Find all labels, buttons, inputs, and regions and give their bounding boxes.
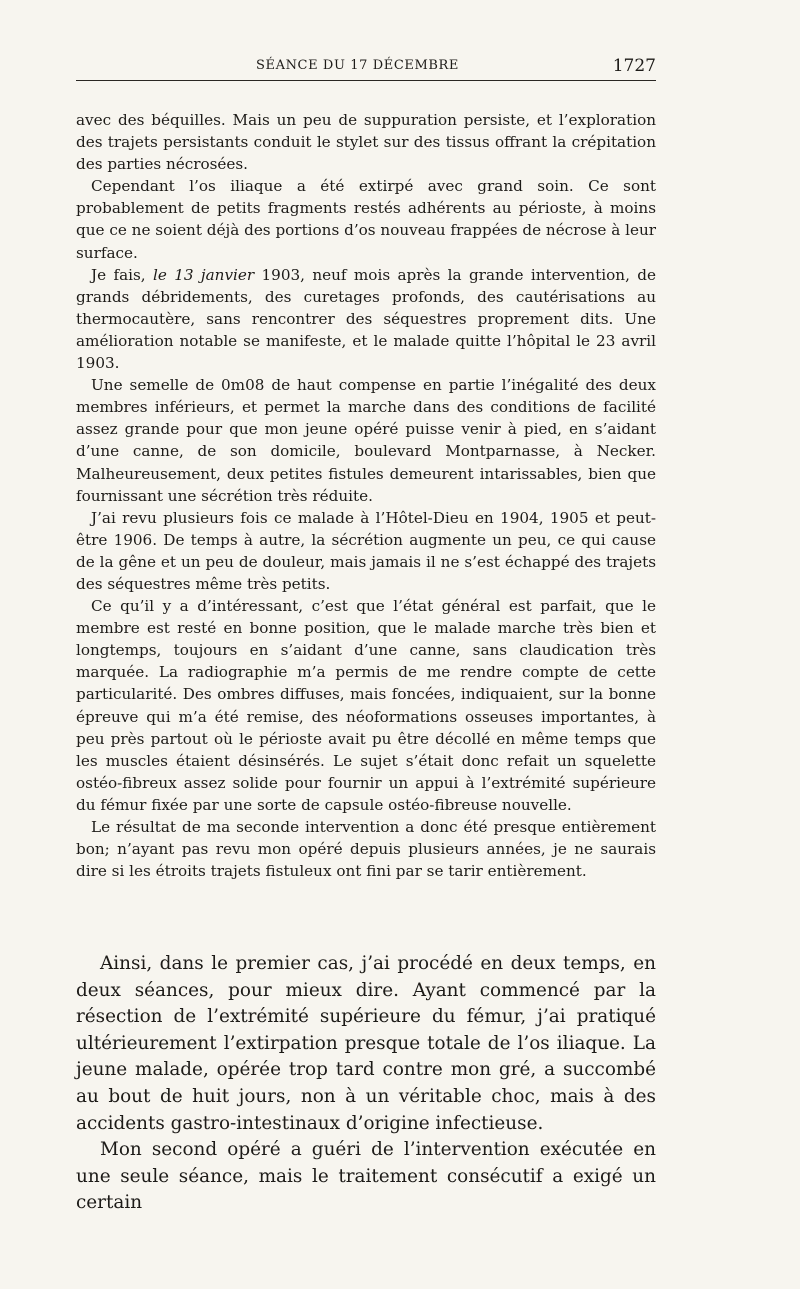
paragraph: Cependant l’os iliaque a été extirpé avec grand soin. Ce sont probablement de petits fragments restés adhérents au périoste, à moins que ce ne soient déjà des portions d’os nouveau frappées de nécrose à leur surface. <box>76 177 656 262</box>
paragraph: Ainsi, dans le premier cas, j’ai procédé en deux temps, en deux séances, pour mieux dire. Ayant commencé par la résection de l’extrémité supérieure du fémur, j’ai pratiqué ultérieurement l’extirpation presque totale de l’os iliaque. La jeune malade, opérée trop tard contre mon gré, a succombé au bout de huit jours, non à un véritable choc, mais à des accidents gastro-intestinaux d’origine infectieuse. <box>76 953 656 1134</box>
italic-date: le 13 janvier <box>152 265 255 284</box>
paragraph: Ce qu’il y a d’intéressant, c’est que l’état général est parfait, que le membre est resté en bonne position, que le malade marche très bien et longtemps, toujours en s’aidant d’une canne, sans claudication très marquée. La radiographie m’a permis de me rendre compte de cette particularité. Des ombres diffuses, mais foncées, indiquaient, sur la bonne épreuve qui m’a été remise, des néoformations osseuses importantes, à peu près partout où le périoste avait pu être décollé en même temps que les muscles étaient désinsérés. Le sujet s’était donc refait un squelette ostéo-fibreux assez solide pour fournir un appui à l’extrémité supérieure du fémur fixée par une sorte de capsule ostéo-fibreuse nouvelle. <box>76 597 656 814</box>
body-text-large <box>76 951 656 1217</box>
text-run: Je fais, <box>91 265 153 284</box>
paragraph: Une semelle de 0m08 de haut compense en partie l’inégalité des deux membres inférieurs, et permet la marche dans des conditions de facilité assez grande pour que mon jeune opéré puisse venir à pied, en s’aidant d’une canne, de son domicile, boulevard Montparnasse, à Necker. Malheureusement, deux petites fistules demeurent intarissables, bien que fournissant une sécrétion très réduite. <box>76 376 656 505</box>
page-number: 1727 <box>612 56 656 76</box>
body-text-small <box>76 109 656 882</box>
paragraph <box>76 264 656 374</box>
text-run: 1903, neuf mois après la grande intervention, de grands débridements, des curetages profonds, des cautérisations au thermocautère, sans rencontrer des séquestres proprement dits. Une amélioration notable se manifeste, et le malade quitte l’hôpital le 23 avril 1903. <box>76 265 656 373</box>
running-title: SÉANCE DU 17 DÉCEMBRE <box>256 58 460 73</box>
paragraph: Le résultat de ma seconde intervention a donc été presque entièrement bon; n’ayant pas revu mon opéré depuis plusieurs années, je ne saurais dire si les étroits trajets fistuleux ont fini par se tarir entièrement. <box>76 818 656 881</box>
running-header <box>76 56 656 81</box>
paragraph: avec des béquilles. Mais un peu de suppuration persiste, et l’exploration des trajets persistants conduit le stylet sur des tissus offrant la crépitation des parties nécrosées. <box>76 111 656 174</box>
paragraph: J’ai revu plusieurs fois ce malade à l’Hôtel-Dieu en 1904, 1905 et peut-être 1906. De temps à autre, la sécrétion augmente un peu, ce qui cause de la gêne et un peu de douleur, mais jamais il ne s’est échappé des trajets des séquestres même très petits. <box>76 508 656 593</box>
paragraph: Mon second opéré a guéri de l’intervention exécutée en une seule séance, mais le traitement consécutif a exigé un certain <box>76 1139 656 1214</box>
